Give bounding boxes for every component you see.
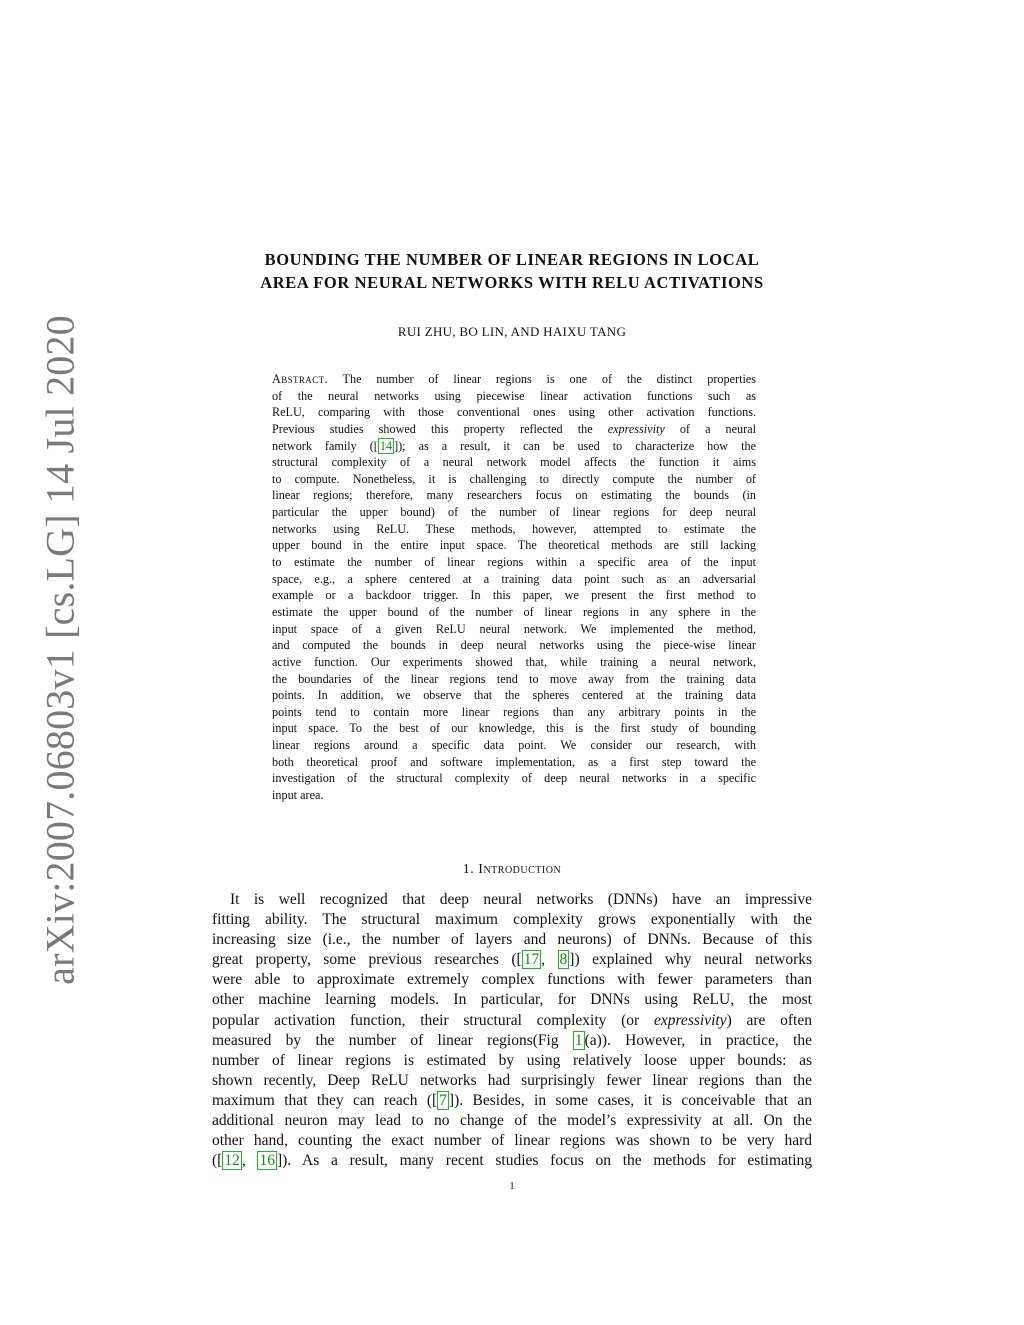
abstract-line: estimate the upper bound of the number of linear regions in any sphere in the [272, 604, 756, 619]
body-line: shown recently, Deep ReLU networks had surprisingly fewer linear regions than the [212, 1071, 812, 1089]
abstract-line: investigation of the structural complexity of deep neural networks in a specific [272, 771, 756, 786]
body-line: ([ 12 , 16 ]). As a result, many recent studies focus on the methods for estimating [212, 1152, 812, 1170]
body-line: were able to approximate extremely complex functions with fewer parameters than [212, 971, 812, 989]
citation-link-16[interactable]: 16 [259, 1152, 275, 1170]
abstract [272, 371, 756, 804]
figure-link-1[interactable]: 1 [574, 1031, 583, 1049]
abstract-line: active function. Our experiments showed that, while training a neural network, [272, 654, 756, 669]
body-line: measured by the number of linear regions(Fig 1 (a)). However, in practice, the [212, 1031, 812, 1049]
citation-link-7[interactable]: 7 [439, 1091, 447, 1109]
abstract-line: linear regions; therefore, many researchers focus on estimating the bounds (in [272, 488, 756, 503]
abstract-line: space, e.g., a sphere centered at a training data point such as an adversarial [272, 571, 756, 586]
abstract-line: networks using ReLU. These methods, however, attempted to estimate the [272, 521, 756, 536]
abstract-line: linear regions around a specific data point. We consider our research, with [272, 738, 756, 753]
abstract-line: structural complexity of a neural network model affects the function it aims [272, 455, 756, 470]
title-line-1: BOUNDING THE NUMBER OF LINEAR REGIONS IN LOCAL [264, 250, 760, 269]
body-line: popular activation function, their structural complexity (or expressivity) are often [212, 1011, 812, 1029]
body-line: number of linear regions is estimated by using relatively loose upper bounds: as [212, 1051, 812, 1069]
abstract-line: points. In addition, we observe that the spheres centered at the training data [272, 688, 756, 703]
section-number: 1. [462, 862, 475, 877]
arxiv-identifier: arXiv:2007.06803v1 [cs.LG] 14 Jul 2020 [37, 315, 83, 985]
body-line: additional neuron may lead to no change of the model’s expressivity at all. On the [212, 1112, 812, 1130]
abstract-line: particular the upper bound) of the number of linear regions for deep neural [272, 505, 756, 520]
abstract-label: Abstract. [272, 372, 328, 386]
page-number: 1 [509, 1180, 515, 1192]
abstract-line: to compute. Nonetheless, it is challenging to directly compute the number of [272, 471, 756, 486]
emphasis-expressivity: expressivity [607, 421, 665, 436]
abstract-line: Previous studies showed this property reflected the expressivity of a neural [272, 421, 757, 436]
abstract-line: points tend to contain more linear regions than any arbitrary points in the [272, 704, 756, 719]
abstract-line: input space of a given ReLU neural network. We implemented the method, [272, 621, 756, 636]
abstract-line: upper bound in the entire input space. The theoretical methods are still lacking [272, 538, 756, 553]
author-list: RUI ZHU, BO LIN, AND HAIXU TANG [397, 324, 627, 339]
body-line: fitting ability. The structural maximum complexity grows exponentially with the [212, 911, 812, 929]
abstract-line: example or a backdoor trigger. In this paper, we present the first method to [272, 588, 756, 603]
abstract-line: input area. [272, 788, 324, 803]
body-line: increasing size (i.e., the number of layers and neurons) of DNNs. Because of this [212, 931, 812, 949]
abstract-line: network family ([ 14 ]); as a result, it can be used to characterize how the [272, 438, 756, 453]
citation-link-17[interactable]: 17 [523, 951, 540, 969]
body-line: It is well recognized that deep neural networks (DNNs) have an impressive [230, 891, 812, 908]
section-title: Introduction [478, 862, 562, 877]
abstract-line: input space. To the best of our knowledge, this is the first study of bounding [272, 721, 756, 736]
abstract-line: ReLU, comparing with those conventional ones using other activation functions. [272, 405, 756, 420]
abstract-line: and computed the bounds in deep neural networks using the piece-wise linear [272, 638, 756, 653]
body-line: other hand, counting the exact number of linear regions was shown to be very hard [212, 1132, 812, 1150]
citation-link-12[interactable]: 12 [224, 1152, 240, 1170]
abstract-line: both theoretical proof and software implementation, as a first step toward the [272, 754, 756, 769]
paper-title [200, 248, 824, 294]
emphasis-expressivity: expressivity [653, 1011, 727, 1029]
body-line: maximum that they can reach ([ 7 ]). Besides, in some cases, it is conceivable that an [212, 1091, 812, 1109]
abstract-line: the boundaries of the linear regions tend to move away from the training data [272, 671, 756, 686]
body-line: great property, some previous researches ([ 17 , 8 ]) explained why neural networks [212, 951, 813, 969]
title-line-2: AREA FOR NEURAL NETWORKS WITH RELU ACTIVATIONS [260, 273, 764, 292]
abstract-line: Abstract. The number of linear regions is one of the distinct properties [272, 372, 756, 386]
citation-link-14[interactable]: 14 [379, 438, 393, 453]
citation-link-8[interactable]: 8 [559, 951, 568, 969]
section-heading-introduction [200, 862, 824, 878]
abstract-line: to estimate the number of linear regions within a specific area of the input [272, 555, 756, 570]
abstract-line: of the neural networks using piecewise linear activation functions such as [272, 388, 756, 403]
introduction-paragraph [212, 890, 812, 1171]
body-line: other machine learning models. In particular, for DNNs using ReLU, the most [212, 991, 812, 1009]
